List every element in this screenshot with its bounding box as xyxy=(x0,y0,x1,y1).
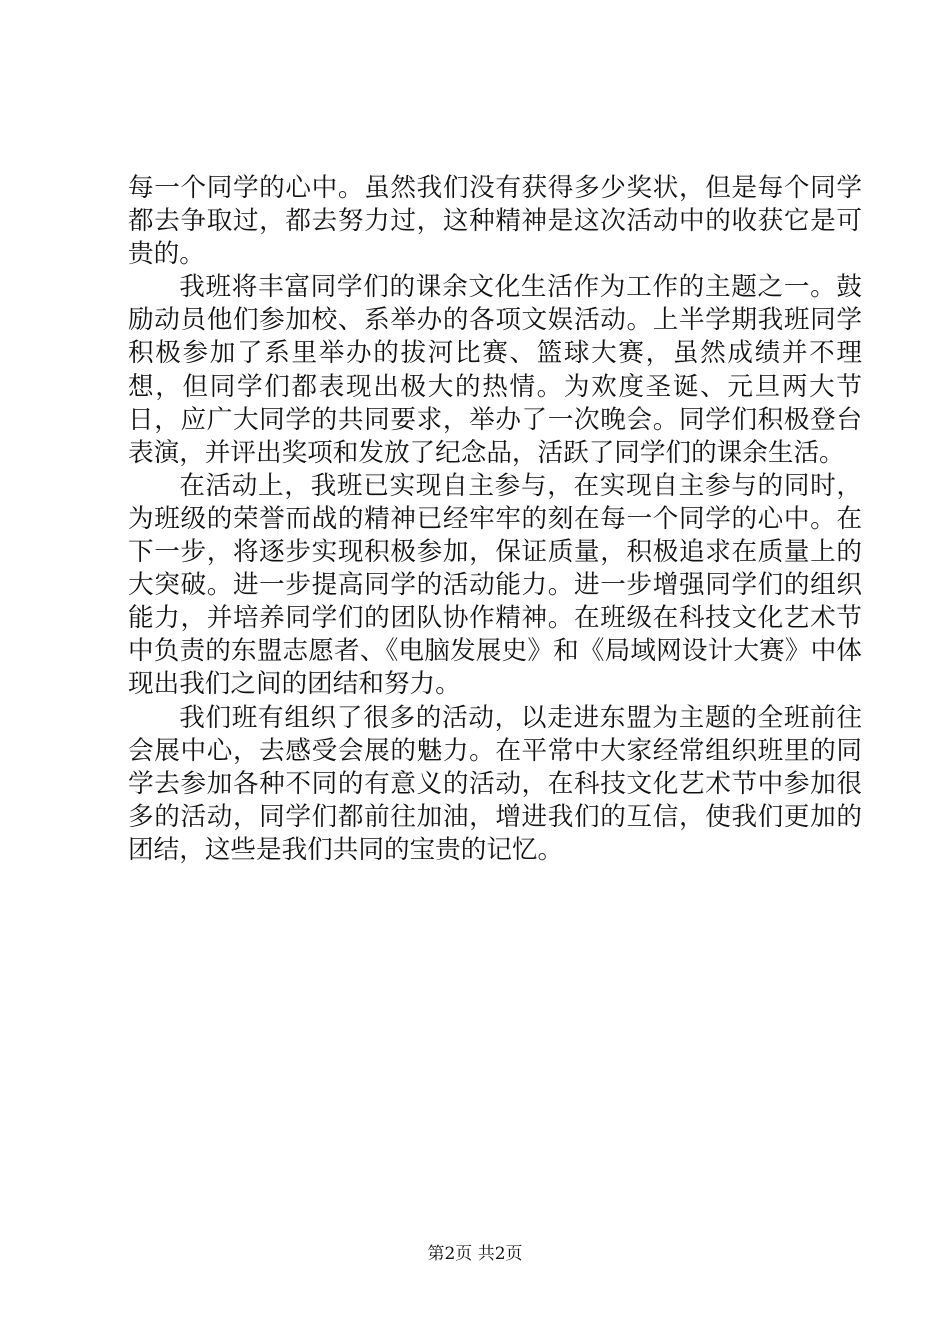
paragraph-2: 我班将丰富同学们的课余文化生活作为工作的主题之一。鼓励动员他们参加校、系举办的各项文娱活动。上半学期我班同学积极参加了系里举办的拔河比赛、篮球大赛，虽然成绩并不理想，但同学们都表现出极大的热情。为欢度圣诞、元旦两大节日，应广大同学的共同要求，举办了一次晚会。同学们积极登台表演，并评出奖项和发放了纪念品，活跃了同学们的课余生活。 xyxy=(128,272,862,468)
paragraph-3: 在活动上，我班已实现自主参与，在实现自主参与的同时，为班级的荣誉而战的精神已经牢牢的刻在每一个同学的心中。在下一步，将逐步实现积极参加，保证质量，积极追求在质量上的大突破。进一步提高同学的活动能力。进一步增强同学们的组织能力，并培养同学们的团队协作精神。在班级在科技文化艺术节中负责的东盟志愿者、《电脑发展史》和《局域网设计大赛》中体现出我们之间的团结和努力。 xyxy=(128,470,862,700)
paragraph-4: 我们班有组织了很多的活动，以走进东盟为主题的全班前往会展中心，去感受会展的魅力。在平常中大家经常组织班里的同学去参加各种不同的有意义的活动，在科技文化艺术节中参加很多的活动，同学们都前往加油，增进我们的互信，使我们更加的团结，这些是我们共同的宝贵的记忆。 xyxy=(128,702,862,865)
page-body xyxy=(128,172,862,867)
paragraph-1: 每一个同学的心中。虽然我们没有获得多少奖状，但是每个同学都去争取过，都去努力过，这种精神是这次活动中的收获它是可贵的。 xyxy=(128,173,862,270)
page-number-footer: 第2页 共2页 xyxy=(427,1244,523,1264)
